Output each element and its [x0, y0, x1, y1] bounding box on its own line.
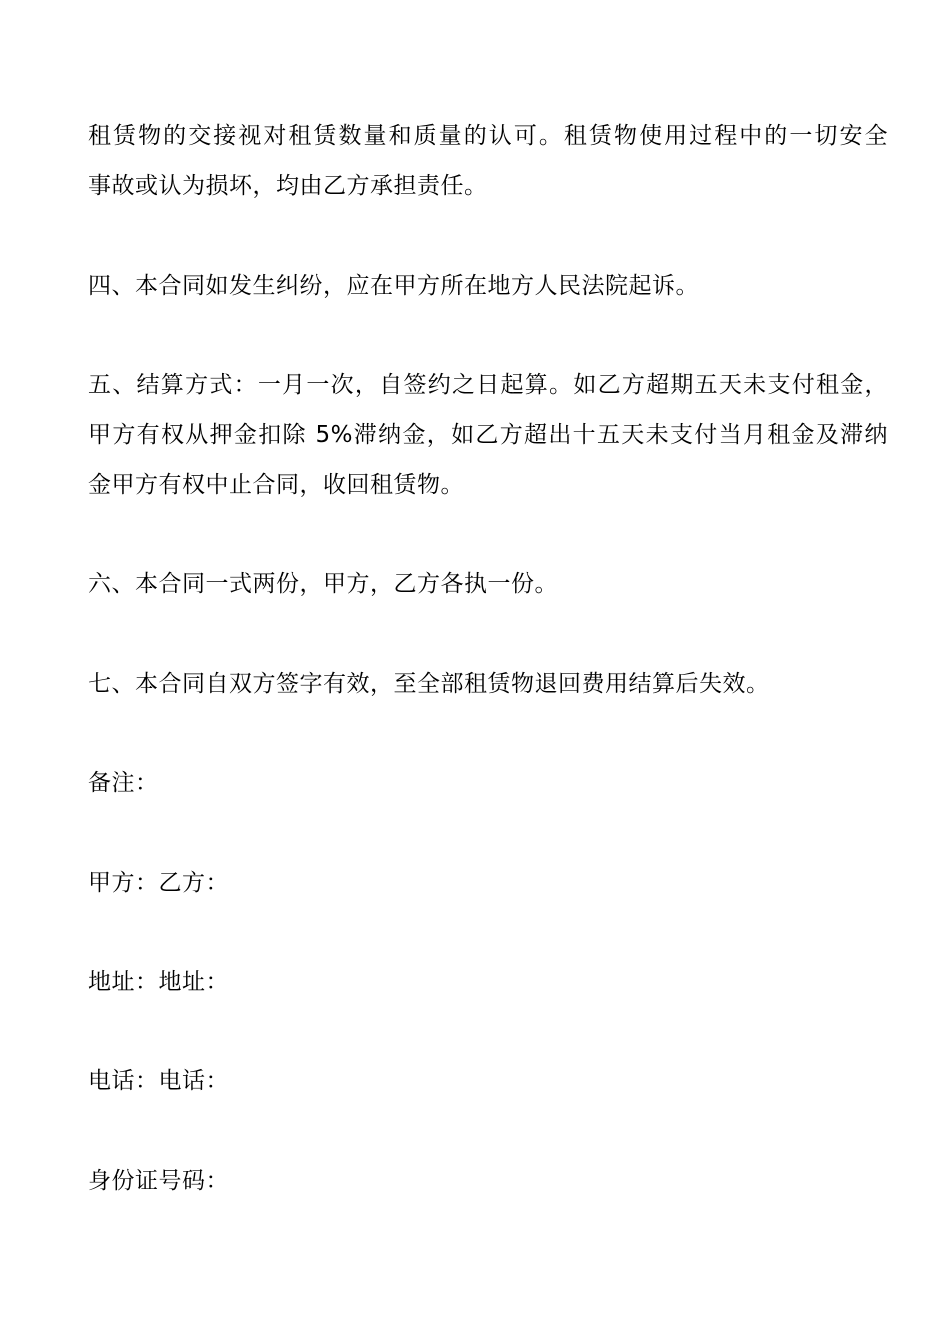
paragraph-clause-3-continued [88, 111, 888, 211]
paragraph-clause-4 [88, 261, 888, 311]
id-number-label [88, 1156, 888, 1206]
text-line: 甲方有权从押金扣除 5%滞纳金，如乙方超出十五天未支付当月租金及滞纳 [88, 422, 888, 448]
phone-label [88, 1056, 888, 1106]
text-line: 四、本合同如发生纠纷，应在甲方所在地方人民法院起诉。 [88, 273, 699, 299]
text-line: 五、结算方式：一月一次，自签约之日起算。如乙方超期五天未支付租金， [88, 372, 888, 398]
address-label [88, 957, 888, 1007]
text-line: 七、本合同自双方签字有效，至全部租赁物退回费用结算后失效。 [88, 671, 770, 697]
text-line: 金甲方有权中止合同，收回租赁物。 [88, 472, 464, 498]
text-line: 事故或认为损坏，均由乙方承担责任。 [88, 173, 488, 199]
text-line: 备注： [88, 770, 159, 796]
parties-label [88, 858, 888, 908]
paragraph-clause-6 [88, 559, 888, 609]
text-line: 身份证号码： [88, 1168, 229, 1194]
text-line: 甲方：乙方： [88, 870, 229, 896]
text-line: 地址：地址： [88, 969, 229, 995]
text-line: 电话：电话： [88, 1068, 229, 1094]
remarks-label [88, 758, 888, 808]
text-line: 租赁物的交接视对租赁数量和质量的认可。租赁物使用过程中的一切安全 [88, 123, 888, 149]
text-line: 六、本合同一式两份，甲方，乙方各执一份。 [88, 571, 558, 597]
paragraph-clause-5 [88, 360, 888, 510]
paragraph-clause-7 [88, 659, 888, 709]
